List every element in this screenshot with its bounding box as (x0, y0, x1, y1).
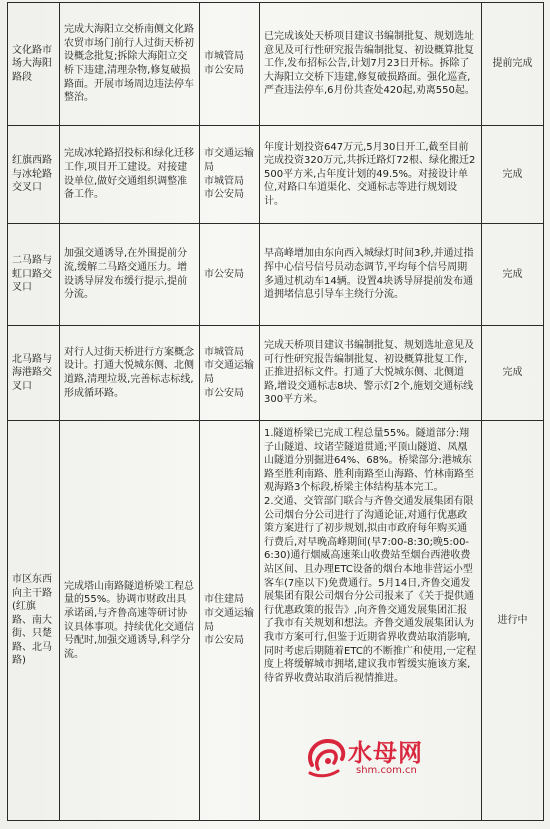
watermark-brand: 水母网 (348, 738, 423, 767)
department-cell: 市交通运输局 市城管局 市公安局 (200, 126, 260, 224)
status-cell: 完成 (482, 224, 544, 326)
watermark-url: shm.com.cn (356, 765, 417, 776)
table-row (8, 3, 544, 126)
status-cell: 进行中 (482, 421, 544, 821)
status-cell: 提前完成 (482, 3, 544, 126)
measure-cell: 完成大海阳立交桥南侧文化路农贸市场门前行人过街天桥初设概念批复;拆除大海阳立交桥下违建,清理杂物,修复破损路面。开展市场周边违法停车整治。 (60, 3, 200, 126)
watermark-logo (304, 733, 464, 783)
table-row (8, 224, 544, 326)
department-cell: 市城管局 市公安局 (200, 3, 260, 126)
road-section-cell: 北马路与海港路交叉口 (8, 326, 60, 421)
road-section-cell: 二马路与虹口路交叉口 (8, 224, 60, 326)
road-section-cell: 市区东西向主干路(红旗路、南大街、只楚路、北马路) (8, 421, 60, 821)
measure-cell: 完成冰轮路招投标和绿化迁移工作,项目开工建设。对接建设单位,做好交通组织调整准备工作。 (60, 126, 200, 224)
progress-cell: 1.隧道桥梁已完成工程总量55%。隧道部分:翔子山隧道、坟诸茔隧道贯通;平顶山隧道、凤凰山隧道分别掘进64%、68%。桥梁部分:港城东路至胜利南路、胜利南路至山海路、竹林南路至观海路3个标段,桥梁主体结构基本完工。 2.交通、交管部门联合与齐鲁交通发展集团有限公司烟台分公司进行了沟通论证,对通行优惠政策方案进行了初步规划,拟由市政府每年购买通行费后,对早晚高峰期间(早7:00-8:30;晚5:00-6:30)通行烟威高速莱山收费站至烟台西港收费站区间、且办理ETC设备的烟台本地非营运小型客车(7座以下)免费通行。5月14日,齐鲁交通发展集团有限公司烟台分公司报来了《关于提供通行优惠政策的报告》,向齐鲁交通发展集团汇报了我市有关规划和想法。齐鲁交通发展集团认为我市方案可行,但鉴于近期省界收费站取消影响,同时考虑后期随着ETC的不断推广和使用,一定程度上将缓解城市拥堵,建议我市暂缓实施该方案,待省界收费站取消后视情推进。 (260, 421, 482, 821)
status-cell: 完成 (482, 326, 544, 421)
road-section-cell: 红旗西路与冰轮路交叉口 (8, 126, 60, 224)
jellyfish-logo-icon (304, 735, 350, 779)
progress-cell: 完成天桥项目建议书编制批复、规划选址意见及可行性研究报告编制批复、初设概算批复工作,正推进招标文件。打通了大悦城东侧、北侧道路,增设交通标志8块、警示灯2个,施划交通标线300平方米。 (260, 326, 482, 421)
department-cell: 市城管局 市交通运输局 市公安局 (200, 326, 260, 421)
measure-cell: 对行人过街天桥进行方案概念设计。打通大悦城东侧、北侧道路,清理垃圾,完善标志标线,形成循环路。 (60, 326, 200, 421)
status-cell: 完成 (482, 126, 544, 224)
progress-cell: 已完成该处天桥项目建议书编制批复、规划选址意见及可行性研究报告编制批复、初设概算批复工作,发布招标公告,计划7月23日开标。拆除了大海阳立交桥下违建,修复破损路面。强化巡查,严查违法停车,6月份共查处420起,劝离550起。 (260, 3, 482, 126)
table-row (8, 126, 544, 224)
progress-cell: 早高峰增加由东向西入城绿灯时间3秒,并通过指挥中心信号信号员动态调节,平均每个信号周期多通过机动车14辆。设置4块诱导屏提前发布通道拥堵信息引导车主绕行分流。 (260, 224, 482, 326)
road-section-cell: 文化路市场大海阳路段 (8, 3, 60, 126)
measure-cell: 完成塔山南路隧道桥梁工程总量的55%。协调市财政出具承诺函,与齐鲁高速等研讨协议具体事项。持续优化交通信号配时,加强交通诱导,科学分流。 (60, 421, 200, 821)
department-cell: 市住建局 市交通运输局 市公安局 (200, 421, 260, 821)
department-cell: 市公安局 (200, 224, 260, 326)
table-row (8, 326, 544, 421)
traffic-improvement-table (7, 2, 544, 821)
measure-cell: 加强交通诱导,在外围提前分流,缓解二马路交通压力。增设诱导屏发布缓行提示,提前分流。 (60, 224, 200, 326)
progress-cell: 年度计划投资647万元,5月30日开工,截至目前完成投资320万元,共拆迁路灯72根、绿化搬迁2500平方米,占年度计划的49.5%。对接设计单位,对路口车道渠化、交通标志等进行规划设计。 (260, 126, 482, 224)
